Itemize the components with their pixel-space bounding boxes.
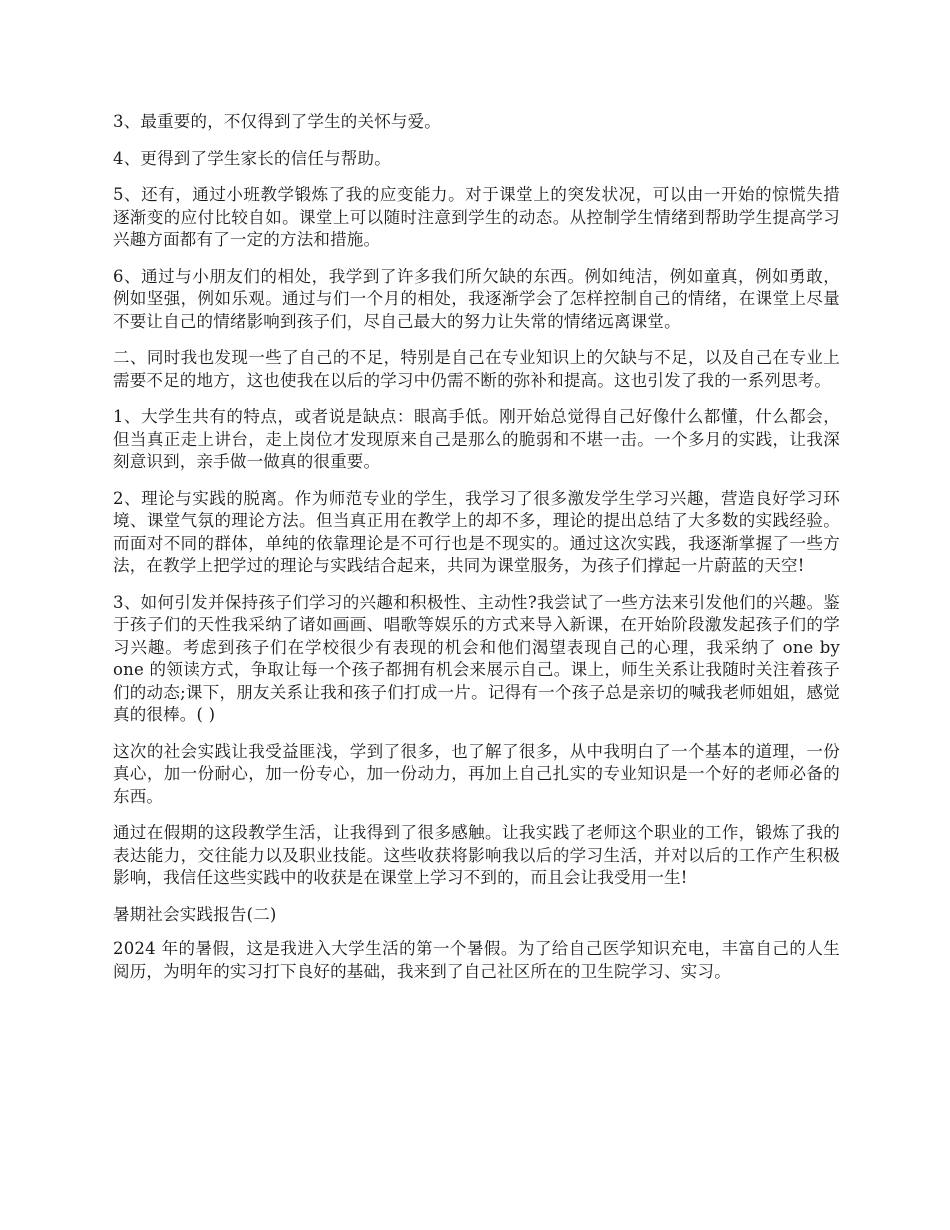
paragraph-summary: 这次的社会实践让我受益匪浅，学到了很多，也了解了很多，从中我明白了一个基本的道理，一份真心，加一份耐心，加一份专心，加一份动力，再加上自己扎实的专业知识是一个好的老师必备的东西。 xyxy=(113,741,840,806)
section-heading-report-two: 暑期社会实践报告(二) xyxy=(113,904,277,924)
paragraph-report-two-intro: 2024 年的暑假，这是我进入大学生活的第一个暑假。为了给自己医学知识充电，丰富自己的人生阅历，为明年的实习打下良好的基础，我来到了自己社区所在的卫生院学习、实习。 xyxy=(113,939,840,981)
paragraph-reflection-1: 1、大学生共有的特点，或者说是缺点：眼高手低。刚开始总觉得自己好像什么都懂，什么都会，但当真正走上讲台，走上岗位才发现原来自己是那么的脆弱和不堪一击。一个多月的实践，让我深刻意识到，亲手做一做真的很重要。 xyxy=(113,407,840,471)
paragraph-reflection-3: 3、如何引发并保持孩子们学习的兴趣和积极性、主动性?我尝试了一些方法来引发他们的兴趣。鉴于孩子们的天性我采纳了诸如画画、唱歌等娱乐的方式来导入新课，在开始阶段激发起孩子们的学习兴趣。考虑到孩子们在学校很少有表现的机会和他们渴望表现自己的心理，我采纳了 one by one 的领读方式，争取让每一个孩子都拥有机会来展示自己。课上，师生关系让我随时关注着孩子们的动态;课下，朋友关系让我和孩子们打成一片。记得有一个孩子总是亲切的喊我老师姐姐，感觉真的很棒。( ) xyxy=(113,592,840,724)
paragraph-section-two: 二、同时我也发现一些了自己的不足，特别是自己在专业知识上的欠缺与不足，以及自己在专业上需要不足的地方，这也使我在以后的学习中仍需不断的弥补和提高。这也引发了我的一系列思考。 xyxy=(113,348,840,390)
paragraph-point-3: 3、最重要的，不仅得到了学生的关怀与爱。 xyxy=(113,112,441,131)
paragraph-point-6: 6、通过与小朋友们的相处，我学到了许多我们所欠缺的东西。例如纯洁，例如童真，例如勇敢，例如坚强，例如乐观。通过与们一个月的相处，我逐渐学会了怎样控制自己的情绪，在课堂上尽量不要让自己的情绪影响到孩子们，尽自己最大的努力让失常的情绪远离课堂。 xyxy=(113,266,840,331)
paragraph-point-4: 4、更得到了学生家长的信任与帮助。 xyxy=(113,148,391,168)
paragraph-point-5: 5、还有，通过小班教学锻炼了我的应变能力。对于课堂上的突发状况，可以由一开始的惊慌失措逐渐变的应付比较自如。课堂上可以随时注意到学生的动态。从控制学生情绪到帮助学生提高学习兴趣方面都有了一定的方法和措施。 xyxy=(113,185,840,249)
document-body xyxy=(113,111,840,997)
paragraph-conclusion: 通过在假期的这段教学生活，让我得到了很多感触。让我实践了老师这个职业的工作，锻炼了我的表达能力，交往能力以及职业技能。这些收获将影响我以后的学习生活，并对以后的工作产生积极影响，我信任这些实践中的收获是在课堂上学习不到的，而且会让我受用一生! xyxy=(113,823,840,887)
paragraph-reflection-2: 2、理论与实践的脱离。作为师范专业的学生，我学习了很多激发学生学习兴趣，营造良好学习环境、课堂气氛的理论方法。但当真正用在教学上的却不多，理论的提出总结了大多数的实践经验。而面对不同的群体，单纯的依靠理论是不可行也是不现实的。通过这次实践，我逐渐掌握了一些方法，在教学上把学过的理论与实践结合起来，共同为课堂服务，为孩子们撑起一片蔚蓝的天空! xyxy=(113,488,840,575)
